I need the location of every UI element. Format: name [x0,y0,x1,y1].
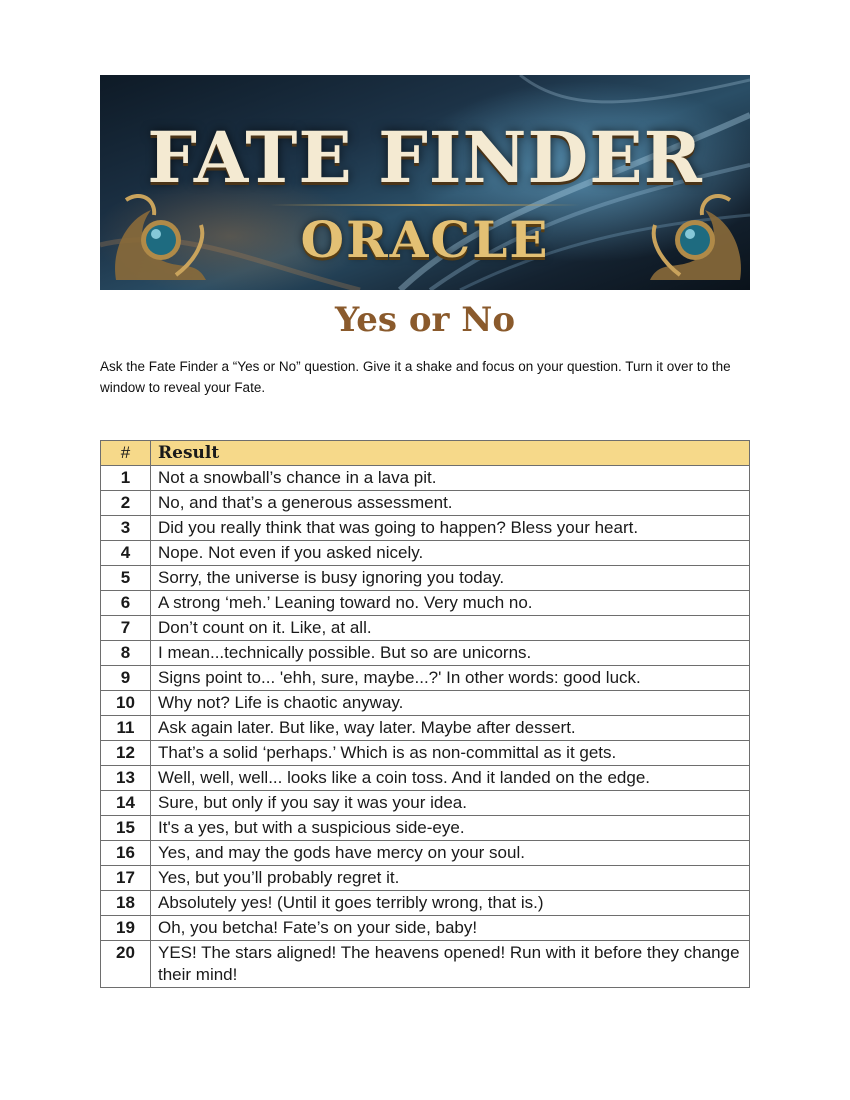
row-number: 5 [101,566,151,591]
row-result: Yes, but you’ll probably regret it. [151,866,750,891]
table-row [101,791,750,816]
row-number: 12 [101,741,151,766]
table-row [101,566,750,591]
row-result: Why not? Life is chaotic anyway. [151,691,750,716]
row-number: 19 [101,916,151,941]
row-number: 3 [101,516,151,541]
row-number: 11 [101,716,151,741]
row-number: 13 [101,766,151,791]
row-number: 8 [101,641,151,666]
table-row [101,866,750,891]
row-number: 6 [101,591,151,616]
row-result: Yes, and may the gods have mercy on your soul. [151,841,750,866]
table-row [101,941,750,988]
table-row [101,916,750,941]
row-number: 20 [101,941,151,988]
row-number: 18 [101,891,151,916]
row-result: Well, well, well... looks like a coin toss. And it landed on the edge. [151,766,750,791]
table-row [101,541,750,566]
row-result: Absolutely yes! (Until it goes terribly wrong, that is.) [151,891,750,916]
row-number: 15 [101,816,151,841]
row-number: 4 [101,541,151,566]
row-result: That’s a solid ‘perhaps.’ Which is as non-committal as it gets. [151,741,750,766]
row-result: Not a snowball’s chance in a lava pit. [151,466,750,491]
row-result: I mean...technically possible. But so are unicorns. [151,641,750,666]
row-number: 14 [101,791,151,816]
table-row [101,691,750,716]
table-header-row [101,441,750,466]
intro-paragraph: Ask the Fate Finder a “Yes or No” question. Give it a shake and focus on your question. Turn it over to the window to reveal your Fate. [100,359,731,395]
banner-subtitle: ORACLE [300,210,550,269]
results-table [100,440,750,988]
table-row [101,466,750,491]
table-row [101,841,750,866]
row-number: 7 [101,616,151,641]
table-row [101,741,750,766]
table-row [101,816,750,841]
row-number: 9 [101,666,151,691]
table-row [101,591,750,616]
table-row [101,716,750,741]
row-result: A strong ‘meh.’ Leaning toward no. Very much no. [151,591,750,616]
row-number: 10 [101,691,151,716]
banner-divider [270,204,580,206]
row-result: No, and that’s a generous assessment. [151,491,750,516]
table-row [101,641,750,666]
row-number: 16 [101,841,151,866]
page-heading: Yes or No [334,300,516,340]
table-row [101,666,750,691]
table-row [101,616,750,641]
row-result: Did you really think that was going to happen? Bless your heart. [151,516,750,541]
banner-title: FATE FINDER [147,116,703,199]
row-result: Oh, you betcha! Fate’s on your side, baby! [151,916,750,941]
row-result: YES! The stars aligned! The heavens opened! Run with it before they change their mind! [151,941,750,988]
row-number: 1 [101,466,151,491]
row-result: Sorry, the universe is busy ignoring you today. [151,566,750,591]
header-result: Result [151,441,750,466]
row-result: Ask again later. But like, way later. Maybe after dessert. [151,716,750,741]
row-number: 17 [101,866,151,891]
table-row [101,491,750,516]
row-result: Signs point to... 'ehh, sure, maybe...?' In other words: good luck. [151,666,750,691]
row-result: It's a yes, but with a suspicious side-eye. [151,816,750,841]
row-result: Nope. Not even if you asked nicely. [151,541,750,566]
row-result: Don’t count on it. Like, at all. [151,616,750,641]
table-row [101,516,750,541]
table-row [101,891,750,916]
header-number: # [101,441,151,466]
row-result: Sure, but only if you say it was your idea. [151,791,750,816]
table-row [101,766,750,791]
banner [100,75,750,290]
row-number: 2 [101,491,151,516]
